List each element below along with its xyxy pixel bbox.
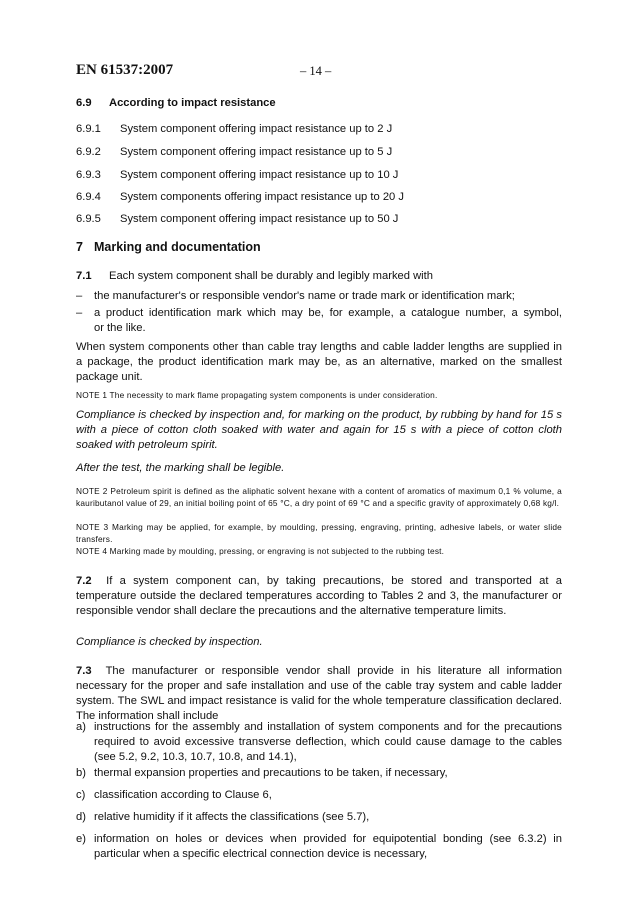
subclause-text: System component offering impact resistance up to 2 J xyxy=(120,123,393,135)
clause-number: 7.1 xyxy=(76,270,92,282)
subclause-6-9-4 xyxy=(76,191,404,203)
dash-text: the manufacturer's or responsible vendor's name or trade mark or identification mark; xyxy=(94,290,515,302)
clause-text: The manufacturer or responsible vendor shall provide in his literature all information necessary for the proper and safe installation and use of the cable tray system and cable ladder system. The SWL and impact resistance is valid for the whole temperature classification declared. The information shall include xyxy=(76,665,562,722)
list-text: thermal expansion properties and precautions to be taken, if necessary, xyxy=(94,767,448,779)
heading-6-9 xyxy=(76,97,276,109)
subclause-6-9-5 xyxy=(76,213,398,225)
subclause-6-9-1 xyxy=(76,123,392,135)
dash-text-line-2: or the like. xyxy=(94,322,146,334)
list-item-d xyxy=(76,810,562,825)
compliance-rubbing-test: Compliance is checked by inspection and, for marking on the product, by rubbing by hand for 15 s with a piece of cotton cloth soaked with water and again for 15 s with a piece of cotton cloth soaked with petroleum spirit. xyxy=(76,409,562,451)
list-item-a xyxy=(76,720,562,765)
heading-title: According to impact resistance xyxy=(109,97,276,109)
subclause-text: System component offering impact resistance up to 50 J xyxy=(120,213,399,225)
after-test-statement: After the test, the marking shall be legible. xyxy=(76,462,285,474)
subclause-text: System components offering impact resistance up to 20 J xyxy=(120,191,404,203)
list-marker: c) xyxy=(76,789,86,801)
subclause-6-9-2 xyxy=(76,146,392,158)
clause-7-3 xyxy=(76,664,562,724)
list-text: relative humidity if it affects the classifications (see 5.7), xyxy=(94,811,370,823)
list-item-c xyxy=(76,788,562,803)
list-text: information on holes or devices when provided for equipotential bonding (see 6.3.2) in particular when a specific electrical connection device is necessary, xyxy=(94,833,562,860)
dash-text-line-1: a product identification mark which may be, for example, a catalogue number, a symbol, xyxy=(94,307,562,319)
heading-title: Marking and documentation xyxy=(94,240,261,254)
compliance-inspection: Compliance is checked by inspection. xyxy=(76,636,263,648)
clause-7-2 xyxy=(76,574,562,619)
subclause-6-9-3 xyxy=(76,169,398,181)
dash-item-1 xyxy=(76,289,562,304)
subclause-number: 6.9.1 xyxy=(76,123,101,135)
clause-number: 7.2 xyxy=(76,575,92,587)
clause-number: 7.3 xyxy=(76,665,92,677)
clause-text: Each system component shall be durably and legibly marked with xyxy=(109,270,433,282)
list-text: classification according to Clause 6, xyxy=(94,789,272,801)
note-4: NOTE 4 Marking made by moulding, pressing, or engraving is not subjected to the rubbing test. xyxy=(76,546,445,556)
subclause-number: 6.9.4 xyxy=(76,191,101,203)
dash-marker: – xyxy=(76,290,83,302)
note-3: NOTE 3 Marking may be applied, for example, by moulding, pressing, engraving, printing, adhesive labels, or water slide transfers. xyxy=(76,522,562,544)
note-2: NOTE 2 Petroleum spirit is defined as the aliphatic solvent hexane with a content of aromatics of maximum 0,1 % volume, a kauributanol value of 29, an initial boiling point of 65 °C, a dry point of 69 °C and a specific gravity of approximately 0,68 kg/l. xyxy=(76,486,562,508)
heading-number: 6.9 xyxy=(76,97,92,109)
list-marker: b) xyxy=(76,767,86,779)
note-1: NOTE 1 The necessity to mark flame propagating system components is under consideration. xyxy=(76,390,438,400)
clause-text: If a system component can, by taking precautions, be stored and transported at a temperature outside the declared temperatures according to Tables 2 and 3, the manufacturer or responsible vendor shall declare the precautions and the alternative temperature limits. xyxy=(76,575,562,617)
subclause-number: 6.9.2 xyxy=(76,146,101,158)
list-item-b xyxy=(76,766,562,781)
list-marker: d) xyxy=(76,811,86,823)
standard-identifier: EN 61537:2007 xyxy=(76,62,174,78)
subclause-text: System component offering impact resistance up to 10 J xyxy=(120,169,399,181)
list-marker: e) xyxy=(76,833,86,845)
dash-marker: – xyxy=(76,307,83,319)
package-marking-paragraph: When system components other than cable tray lengths and cable ladder lengths are supplied in a package, the product identification mark may be, as an alternative, marked on the smallest package unit. xyxy=(76,341,562,383)
subclause-number: 6.9.5 xyxy=(76,213,101,225)
subclause-number: 6.9.3 xyxy=(76,169,101,181)
list-item-e xyxy=(76,832,562,862)
subclause-text: System component offering impact resistance up to 5 J xyxy=(120,146,393,158)
list-marker: a) xyxy=(76,721,86,733)
clause-7-1-intro xyxy=(76,270,433,282)
heading-section-7 xyxy=(76,240,261,254)
heading-number: 7 xyxy=(76,240,83,254)
dash-item-2 xyxy=(76,306,562,336)
page-number: – 14 – xyxy=(300,64,332,78)
list-text: instructions for the assembly and installation of system components and for the precautions required to avoid excessive transverse deflection, which could cause damage to the cables (see 5.2, 9.2, 10.3, 10.7, 10.8, and 14.1), xyxy=(94,721,562,763)
